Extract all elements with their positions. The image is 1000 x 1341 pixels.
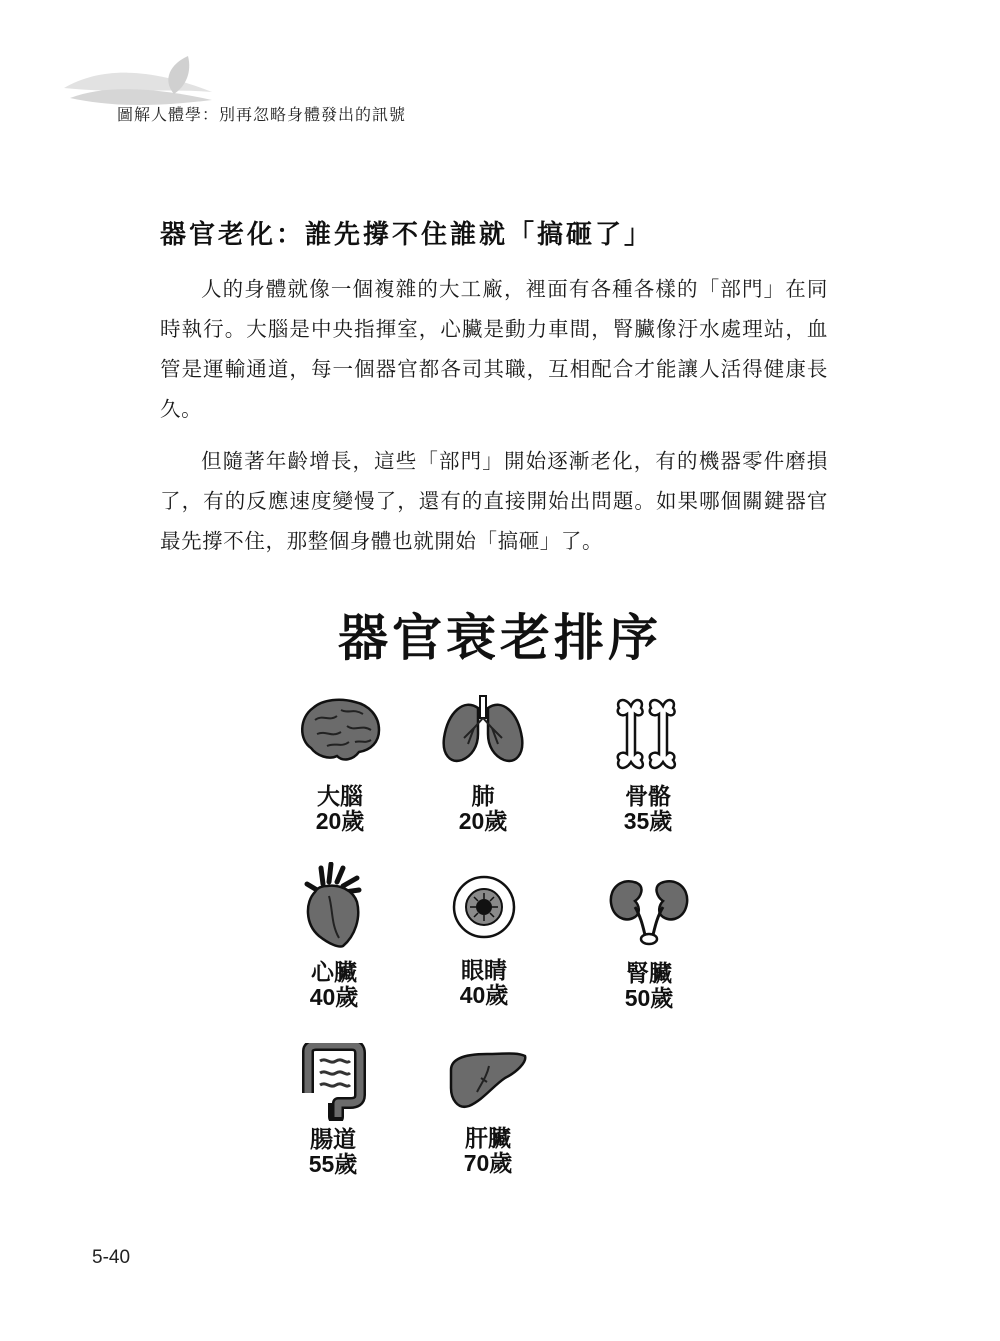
bones-icon (613, 694, 683, 774)
intestine-icon (298, 1043, 368, 1121)
body-paragraph: 人的身體就像一個複雜的大工廠，裡面有各種各樣的「部門」在同時執行。大腦是中央指揮室，心臟是動力車間，腎臟像汙水處理站，血管是運輸通道，每一個器官都各司其職，互相配合才能讓人活得健康長久。 (160, 277, 828, 421)
section-title: 器官老化：誰先撐不住誰就「搞砸了」 (160, 220, 654, 250)
organ-age: 55歲 (308, 1151, 358, 1177)
kidneys-icon (607, 877, 691, 947)
organ-item-brain (265, 696, 415, 834)
organ-name: 肝臟 (465, 1125, 511, 1151)
eye-icon (451, 874, 517, 940)
organ-age: 20歲 (458, 808, 508, 834)
heart-icon (299, 862, 369, 952)
organ-item-bones (573, 694, 723, 834)
organ-name: 骨骼 (625, 783, 671, 809)
organ-age: 35歲 (623, 808, 673, 834)
organ-item-liver (413, 1048, 563, 1176)
body-paragraph: 但隨著年齡增長，這些「部門」開始逐漸老化，有的機器零件磨損了，有的反應速度變慢了，還有的直接開始出問題。如果哪個關鍵器官最先撐不住，那整個身體也就開始「搞砸」了。 (160, 449, 828, 553)
organ-name: 腸道 (310, 1126, 356, 1152)
organ-item-kidneys (574, 877, 724, 1011)
organ-item-heart (259, 862, 409, 1010)
running-header: 圖解人體學：別再忽略身體發出的訊號 (117, 105, 407, 124)
organ-item-intestine (258, 1043, 408, 1177)
organ-name: 腎臟 (626, 960, 672, 986)
organ-age: 70歲 (463, 1150, 513, 1176)
organ-name: 大腦 (317, 783, 363, 809)
liver-icon (447, 1048, 529, 1112)
organ-age: 40歲 (459, 982, 509, 1008)
organ-age: 20歲 (315, 808, 365, 834)
figure-title: 器官衰老排序 (338, 609, 662, 667)
organ-item-lungs (408, 694, 558, 834)
organ-name: 肺 (471, 783, 495, 809)
organ-age: 40歲 (309, 984, 359, 1010)
organ-item-eye (409, 874, 559, 1008)
page-number: 5-40 (92, 1247, 131, 1268)
organ-age: 50歲 (624, 985, 674, 1011)
organ-name: 心臟 (311, 959, 357, 985)
lungs-icon (440, 694, 526, 766)
organ-name: 眼睛 (461, 957, 507, 983)
brain-icon (297, 696, 383, 766)
